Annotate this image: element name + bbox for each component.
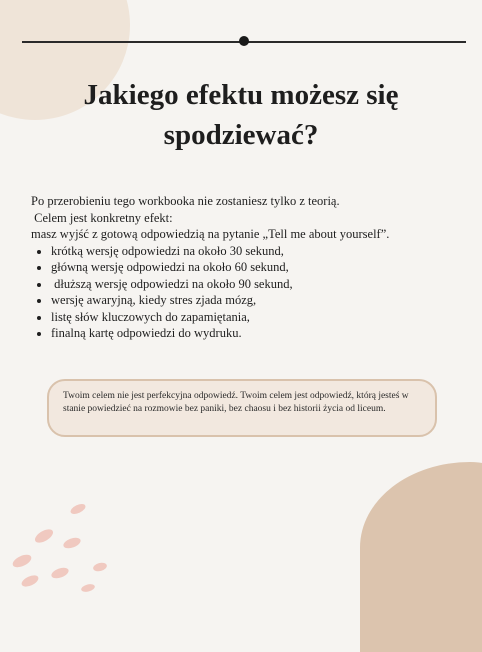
outcome-list: [31, 243, 451, 342]
dot-shape: [80, 583, 95, 592]
intro-line-2: Celem jest konkretny efekt:: [31, 210, 173, 225]
list-item: • główną wersję odpowiedzi na około 60 sekund,: [51, 259, 451, 276]
list-item: • krótką wersję odpowiedzi na około 30 sekund,: [51, 243, 451, 260]
decorative-dots: [0, 495, 130, 592]
page-title: Jakiego efektu możesz się spodziewać?: [83, 79, 399, 151]
divider-dot: [239, 36, 249, 46]
list-item: • dłuższą wersję odpowiedzi na około 90 sekund,: [51, 276, 451, 293]
list-item: • listę słów kluczowych do zapamiętania,: [51, 309, 451, 326]
list-item: • wersję awaryjną, kiedy stres zjada mózg,: [51, 292, 451, 309]
main-content: [31, 193, 451, 342]
decorative-blob-bottom: [360, 462, 482, 652]
callout-box: [47, 379, 437, 437]
intro-line-1: Po przerobieniu tego workbooka nie zostaniesz tylko z teorią.: [31, 194, 340, 208]
dot-shape: [11, 552, 33, 570]
dot-shape: [33, 527, 55, 546]
list-item: • finalną kartę odpowiedzi do wydruku.: [51, 325, 451, 342]
callout-text: Twoim celem nie jest perfekcyjna odpowiedź. Twoim celem jest odpowiedź, którą jesteś w stanie powiedzieć na rozmowie bez paniki, bez chaosu i bez historii życia od liceum.: [63, 391, 409, 414]
dot-shape: [62, 536, 82, 551]
dot-shape: [20, 573, 40, 589]
dot-shape: [69, 502, 87, 516]
intro-line-3: masz wyjść z gotową odpowiedzią na pytanie „Tell me about yourself”.: [31, 227, 390, 241]
dot-shape: [92, 561, 108, 572]
dot-shape: [50, 566, 70, 581]
